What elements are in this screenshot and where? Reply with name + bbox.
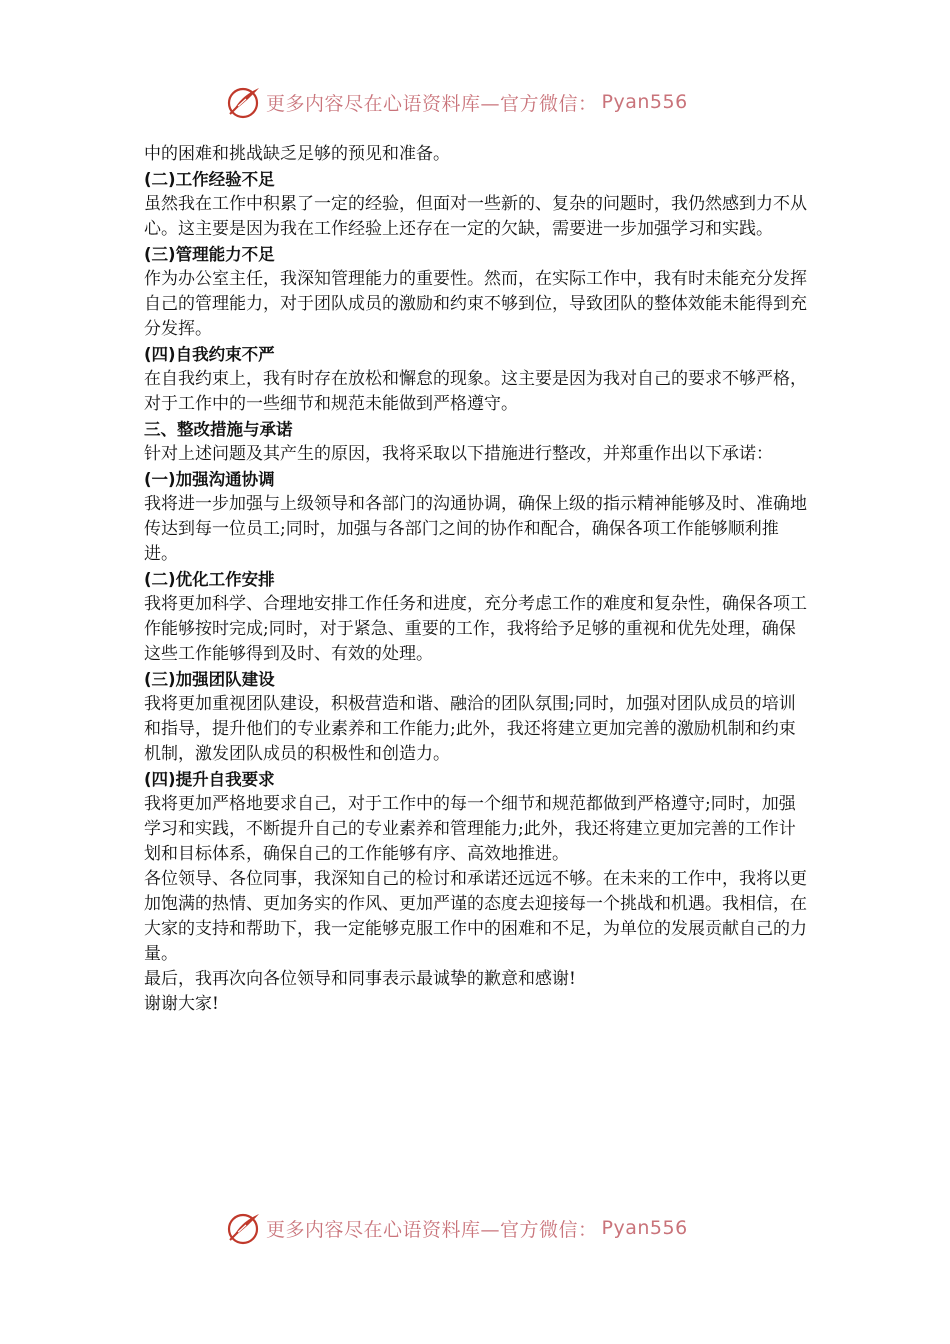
body-paragraph: 我将更加重视团队建设，积极营造和谐、融洽的团队氛围;同时，加强对团队成员的培训和指导，提升他们的专业素养和工作能力;此外，我还将建立更加完善的激励机制和约束机制，激发团队成员的积极性和创造力。	[144, 694, 796, 764]
body-paragraph: 最后，我再次向各位领导和同事表示最诚挚的歉意和感谢!	[144, 969, 576, 989]
body-paragraph: 我将更加严格地要求自己，对于工作中的每一个细节和规范都做到严格遵守;同时，加强学习和实践，不断提升自己的专业素养和管理能力;此外，我还将建立更加完善的工作计划和目标体系，确保自己的工作能够有序、高效地推进。	[144, 794, 796, 864]
banner-wechat-id: Pyan556	[601, 1217, 688, 1239]
banner-wechat-id: Pyan556	[601, 91, 688, 113]
quill-logo-icon	[226, 84, 262, 120]
body-paragraph: 谢谢大家!	[144, 994, 219, 1014]
section-heading: (三)管理能力不足	[144, 245, 275, 264]
section-heading: (二)工作经验不足	[144, 170, 275, 189]
quill-logo-icon	[226, 1210, 262, 1246]
body-paragraph: 我将更加科学、合理地安排工作任务和进度，充分考虑工作的难度和复杂性，确保各项工作能够按时完成;同时，对于紧急、重要的工作，我将给予足够的重视和优先处理，确保这些工作能够得到及时、有效的处理。	[144, 594, 807, 664]
body-paragraph: 各位领导、各位同事，我深知自己的检讨和承诺还远远不够。在未来的工作中，我将以更加饱满的热情、更加务实的作风、更加严谨的态度去迎接每一个挑战和机遇。我相信，在大家的支持和帮助下，我一定能够克服工作中的困难和不足，为单位的发展贡献自己的力量。	[144, 869, 807, 964]
banner-text: 更多内容尽在心语资料库—官方微信：	[266, 92, 598, 115]
section-heading: (二)优化工作安排	[144, 570, 275, 589]
header-banner	[226, 82, 726, 122]
body-paragraph: 在自我约束上，我有时存在放松和懈怠的现象。这主要是因为我对自己的要求不够严格，对于工作中的一些细节和规范未能做到严格遵守。	[144, 369, 807, 414]
body-paragraph: 作为办公室主任，我深知管理能力的重要性。然而，在实际工作中，我有时未能充分发挥自己的管理能力，对于团队成员的激励和约束不够到位，导致团队的整体效能未能得到充分发挥。	[144, 269, 807, 339]
document-body	[144, 142, 812, 1017]
section-heading: (三)加强团队建设	[144, 670, 275, 689]
footer-banner	[226, 1208, 726, 1248]
body-paragraph: 我将进一步加强与上级领导和各部门的沟通协调，确保上级的指示精神能够及时、准确地传达到每一位员工;同时，加强与各部门之间的协作和配合，确保各项工作能够顺利推进。	[144, 494, 807, 564]
section-heading: (四)自我约束不严	[144, 345, 275, 364]
body-paragraph: 虽然我在工作中积累了一定的经验，但面对一些新的、复杂的问题时，我仍然感到力不从心。这主要是因为我在工作经验上还存在一定的欠缺，需要进一步加强学习和实践。	[144, 194, 807, 239]
body-paragraph: 针对上述问题及其产生的原因，我将采取以下措施进行整改，并郑重作出以下承诺：	[144, 444, 773, 464]
section-heading: 三、整改措施与承诺	[144, 420, 293, 439]
section-heading: (四)提升自我要求	[144, 770, 275, 789]
banner-text: 更多内容尽在心语资料库—官方微信：	[266, 1218, 598, 1241]
body-paragraph: 中的困难和挑战缺乏足够的预见和准备。	[144, 144, 450, 164]
section-heading: (一)加强沟通协调	[144, 470, 275, 489]
